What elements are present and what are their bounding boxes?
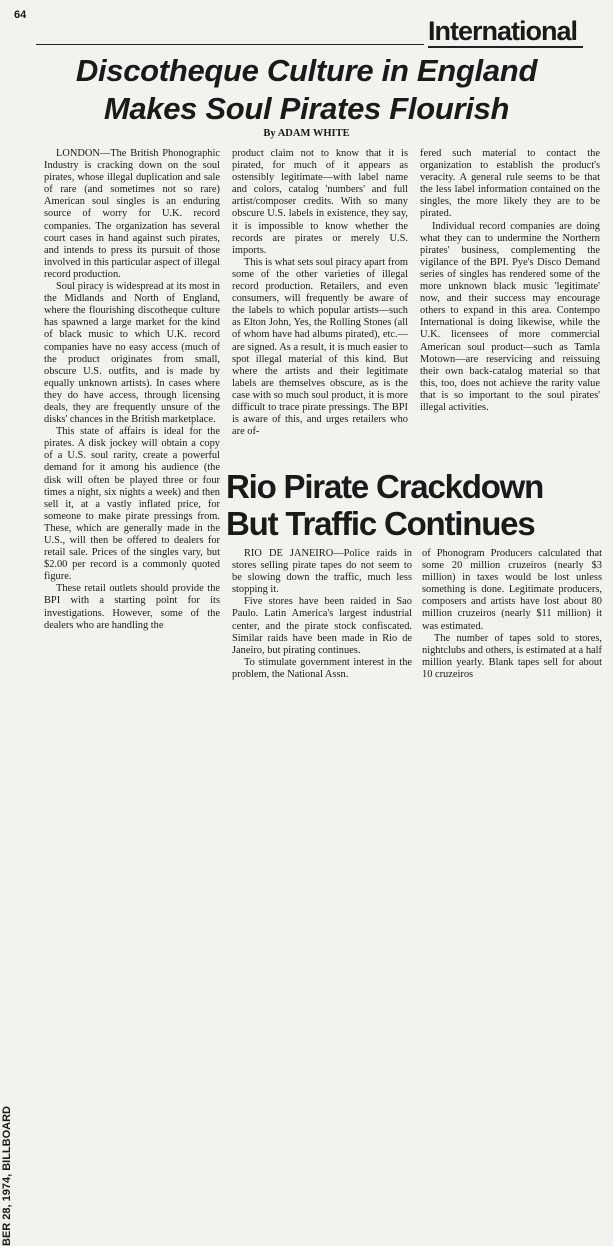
paragraph: This state of affairs is ideal for the pirates. A disk jockey will obtain a copy of a U.S. soul rarity, create a powerful demand for it among his audience (the disk will often be played three or four times a night, six nights a week) and then sell it, at a vastly inflated price, for someone to make pirate pressings from. These, which are generally made in the U.S., will then be offered to dealers for retail sale. Prices of the singles vary, but $2.00 per record is a commonly quoted figure. <box>44 426 220 583</box>
rio-article-column-2 <box>422 548 602 693</box>
byline: By ADAM WHITE <box>263 128 350 139</box>
headline-line-1: Discotheque Culture in England <box>75 53 538 88</box>
spine-date-text: BER 28, 1974, BILLBOARD <box>1 1106 13 1246</box>
paragraph: product claim not to know that it is pirated, for much of it appears as ostensibly legitimate—with label name and colors, catalog 'numbers' and full artist/composer credits. With so many obscure U.S. labels in existence, they say, it is impossible to know whether the records are pirates or merely U.S. imports. <box>232 148 408 256</box>
page-number: 64 <box>14 9 27 21</box>
headline-line-2: Makes Soul Pirates Flourish <box>103 91 510 126</box>
article-column-2 <box>232 148 408 456</box>
paragraph: Individual record companies are doing what they can to undermine the Northern pirates' business, complementing the vigilance of the BPI. Pye's Disco Demand series of singles has rendered some of the more unknown black music 'legitimate' now, and their success may encourage others to expand in this area. Contempo International is doing likewise, while the U.K. licensees of more commercial American soul product—such as Tamla Motown—are reservicing and reissuing their own back-catalog material so that this, too, does not achieve the rarity value that is so important to the soul pirates' illegal activities. <box>420 220 600 413</box>
rio-article-column-1 <box>232 548 412 693</box>
paragraph: These retail outlets should provide the BPI with a starting point for its investigations. However, some of the dealers who are handling the <box>44 583 220 631</box>
second-headline-line-2: But Traffic Continues <box>226 505 535 542</box>
paragraph: To stimulate government interest in the problem, the National Assn. <box>232 656 412 680</box>
paragraph: This is what sets soul piracy apart from some of the other varieties of illegal record production. Retailers, and even consumers, will frequently be aware of the labels to which popular artists—such as Elton John, Yes, the Rolling Stones (all of whom have had albums pirated), etc.—are signed. As a result, it is much easier to spot illegal material of this kind. But where the artists and their legitimate labels are themselves obscure, as is the case with so much soul product, it is more difficult to trace pirate pressings. The BPI is aware of this, and urges retailers who are of- <box>232 256 408 438</box>
second-headline-line-1: Rio Pirate Crackdown <box>226 468 544 505</box>
paragraph: Five stores have been raided in Sao Paulo. Latin America's largest industrial center, and the pirate stock confiscated. Similar raids have been made in Rio de Janeiro, but pirating continues. <box>232 596 412 656</box>
paragraph: LONDON—The British Phonographic Industry is cracking down on the soul pirates, whose illegal duplication and sale of rare (and sometimes not so rare) American soul singles is an enduring source of worry for U.K. record companies. The organization has several court cases in hand against such pirates, and intends to press its pursuit of those involved in this particular aspect of illegal record production. <box>44 148 220 280</box>
section-rule <box>36 44 424 45</box>
paragraph: Soul piracy is widespread at its most in the Midlands and North of England, where the flourishing discotheque culture has spawned a large market for the kind of black music to which U.K. record companies have no easy access (much of the product originates from small, obscure U.S. outfits, and is made by equally unknown artists). In cases where they do have access, through licensing deals, they are frequently unsure of the disks' chances in the British marketplace. <box>44 281 220 426</box>
paragraph: of Phonogram Producers calculated that some 20 million cruzeiros (nearly $3 million) in taxes would be lost unless something is done. Legitimate producers, composers and artists have lost about 80 million cruzeiros (nearly $11 million) it was estimated. <box>422 548 602 632</box>
paragraph: fered such material to contact the organization to establish the product's veracity. A general rule seems to be that the less label information contained on the singles, the more likely they are to be pirated. <box>420 148 600 220</box>
paragraph: The number of tapes sold to stores, nightclubs and others, is estimated at a half million yearly. Blank tapes sell for about 10 cruzeiros <box>422 632 602 680</box>
section-heading: International <box>428 16 578 46</box>
article-column-1 <box>44 148 220 693</box>
article-column-3 <box>420 148 600 456</box>
paragraph: RIO DE JANEIRO—Police raids in stores selling pirate tapes do not seem to be slowing down the traffic, much less stopping it. <box>232 548 412 596</box>
